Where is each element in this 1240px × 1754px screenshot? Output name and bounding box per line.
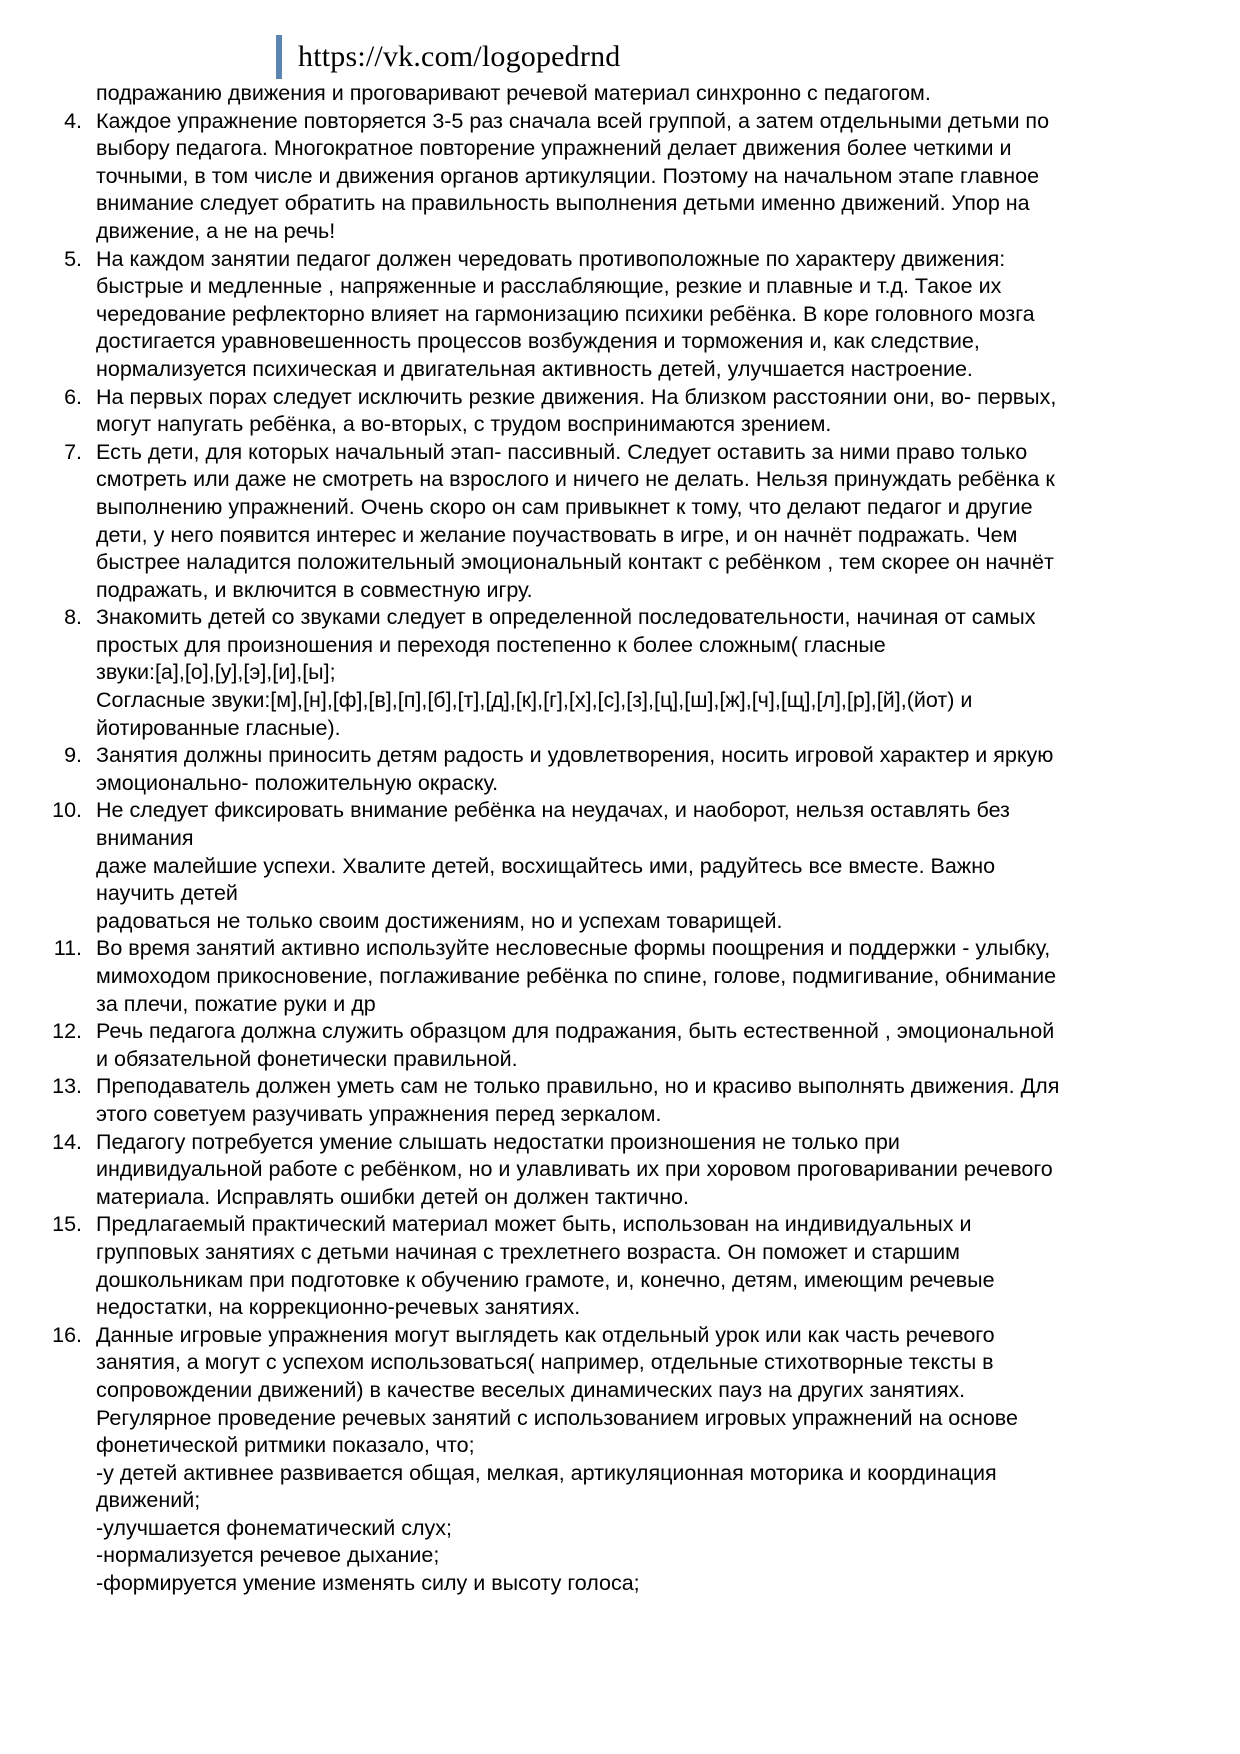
list-item-line: радоваться не только своим достижениям, но и успехам товарищей. (96, 908, 783, 933)
list-item-text (96, 935, 1196, 1018)
list-item-number: 12. (52, 1019, 82, 1044)
list-item-number: 13. (52, 1074, 82, 1099)
list-item-line: смотреть или даже не смотреть на взрослого и ничего не делать. Нельзя принуждать ребёнка к (96, 467, 1055, 492)
list-item-text (96, 1129, 1196, 1212)
list-item-line: простых для произношения и переходя постепенно к более сложным( гласные (96, 632, 886, 657)
list-item-line: групповых занятиях с детьми начиная с трехлетнего возраста. Он поможет и старшим (96, 1239, 960, 1264)
list-item-text (96, 604, 1196, 742)
list-item-line: На первых порах следует исключить резкие движения. На близком расстоянии они, во- первых, (96, 384, 1057, 409)
list-item-text (96, 797, 1196, 935)
list-item (40, 384, 1196, 439)
list-item-text (96, 742, 1196, 797)
list-item-line: движений; (96, 1488, 201, 1513)
list-item-line: движение, а не на речь! (96, 218, 336, 243)
header-accent-bar (276, 35, 282, 79)
list-item-line: Занятия должны приносить детям радость и удовлетворения, носить игровой характер и яркую (96, 743, 1054, 768)
list-item (40, 1129, 1196, 1212)
list-item-line: быстрые и медленные , напряженные и расслабляющие, резкие и плавные и т.д. Такое их (96, 274, 1002, 299)
list-item-line: эмоционально- положительную окраску. (96, 770, 499, 795)
list-item (40, 1322, 1196, 1598)
list-item-line: материала. Исправлять ошибки детей он должен тактично. (96, 1184, 689, 1209)
list-item-line: Регулярное проведение речевых занятий с использованием игровых упражнений на основе (96, 1405, 1018, 1430)
list-item (40, 1073, 1196, 1128)
list-item-line: недостатки, на коррекционно-речевых занятиях. (96, 1295, 581, 1320)
list-item-line: выполнению упражнений. Очень скоро он сам привыкнет к тому, что делают педагог и другие (96, 494, 1033, 519)
list-item-line: чередование рефлекторно влияет на гармонизацию психики ребёнка. В коре головного мозга (96, 301, 1035, 326)
list-item-line: дошкольникам при подготовке к обучению грамоте, и, конечно, детям, имеющим речевые (96, 1267, 995, 1292)
list-item-line: точными, в том числе и движения органов артикуляции. Поэтому на начальном этапе главное (96, 163, 1040, 188)
list-item (40, 1018, 1196, 1073)
list-item-line: Данные игровые упражнения могут выглядеть как отдельный урок или как часть речевого (96, 1322, 995, 1347)
list-item-text (96, 1018, 1196, 1073)
list-item-line: Во время занятий активно используйте несловесные формы поощрения и поддержки - улыбку, (96, 936, 1051, 961)
list-item (40, 935, 1196, 1018)
list-item-line: -формируется умение изменять силу и высоту голоса; (96, 1571, 640, 1596)
list-item (40, 604, 1196, 742)
list-item-line: Есть дети, для которых начальный этап- пассивный. Следует оставить за ними право только (96, 439, 1028, 464)
list-item (40, 108, 1196, 246)
list-item-line: могут напугать ребёнка, а во-вторых, с трудом воспринимаются зрением. (96, 412, 832, 437)
list-item (40, 797, 1196, 935)
lead-paragraph: подражанию движения и проговаривают речевой материал синхронно с педагогом. (96, 81, 931, 105)
numbered-list (40, 108, 1196, 1598)
document-body (0, 80, 1240, 1598)
list-item-line: индивидуальной работе с ребёнком, но и улавливать их при хоровом проговаривании речевого (96, 1157, 1053, 1182)
list-item-line: -у детей активнее развивается общая, мелкая, артикуляционная моторика и координация (96, 1460, 997, 1485)
list-item-number: 8. (64, 605, 82, 630)
list-item (40, 246, 1196, 384)
list-item-line: подражать, и включится в совместную игру. (96, 577, 533, 602)
list-item-line: и обязательной фонетически правильной. (96, 1046, 518, 1071)
list-item-line: На каждом занятии педагог должен чередовать противоположные по характеру движения: (96, 246, 1006, 271)
header-url-text: https://vk.com/logopedrnd (298, 40, 621, 73)
list-item-line: нормализуется психическая и двигательная активность детей, улучшается настроение. (96, 356, 973, 381)
list-item-line: дети, у него появится интерес и желание поучаствовать в игре, и он начнёт подражать. Чем (96, 522, 1018, 547)
list-item-line: за плечи, пожатие руки и др (96, 991, 376, 1016)
list-item (40, 742, 1196, 797)
list-item-line: достигается уравновешенность процессов возбуждения и торможения и, как следствие, (96, 329, 980, 354)
list-item-line: йотированные гласные). (96, 715, 341, 740)
list-item-text (96, 1073, 1196, 1128)
list-item-line: Предлагаемый практический материал может быть, использован на индивидуальных и (96, 1212, 972, 1237)
list-item-line: -улучшается фонематический слух; (96, 1515, 453, 1540)
list-item-line: сопровождении движений) в качестве веселых динамических пауз на других занятиях. (96, 1377, 966, 1402)
list-item-line: Преподаватель должен уметь сам не только правильно, но и красиво выполнять движения. Для (96, 1074, 1060, 1099)
list-item-line: даже малейшие успехи. Хвалите детей, восхищайтесь ими, радуйтесь все вместе. Важно (96, 853, 996, 878)
list-item-line: мимоходом прикосновение, поглаживание ребёнка по спине, голове, подмигивание, обнимание (96, 964, 1057, 988)
list-item-line: звуки:[а],[о],[у],[э],[и],[ы]; (96, 660, 336, 685)
list-item-line: выбору педагога. Многократное повторение упражнений делает движения более четкими и (96, 136, 1012, 161)
list-item-text (96, 384, 1196, 439)
list-item-line: этого советуем разучивать упражнения перед зеркалом. (96, 1101, 662, 1126)
list-item-number: 15. (52, 1212, 82, 1237)
list-item-line: фонетической ритмики показало, что; (96, 1433, 475, 1458)
list-item-number: 7. (64, 439, 82, 464)
list-item-number: 10. (52, 798, 82, 823)
list-item-line: Согласные звуки:[м],[н],[ф],[в],[п],[б],[т],[д],[к],[г],[х],[с],[з],[ц],[ш],[ж],[ч],[щ],[л],[р],[й],(йот) и (96, 688, 973, 713)
list-item-number: 16. (52, 1322, 82, 1347)
list-item (40, 439, 1196, 605)
list-item-number: 4. (64, 108, 82, 133)
list-item-text (96, 439, 1196, 605)
list-item-number: 14. (52, 1129, 82, 1154)
list-item-text (96, 1322, 1196, 1598)
list-item-number: 6. (64, 384, 82, 409)
list-item-line: быстрее наладится положительный эмоциональный контакт с ребёнком , тем скорее он начнёт (96, 550, 1054, 575)
list-item-line: Каждое упражнение повторяется 3-5 раз сначала всей группой, а затем отдельными детьми по (96, 108, 1050, 133)
list-item-line: Педагогу потребуется умение слышать недостатки произношения не только при (96, 1129, 900, 1154)
list-item (40, 1211, 1196, 1321)
list-item-line: Не следует фиксировать внимание ребёнка на неудачах, и наоборот, нельзя оставлять без (96, 798, 1010, 823)
list-item-number: 5. (64, 246, 82, 271)
list-item-text (96, 246, 1196, 384)
list-item-text (96, 1211, 1196, 1321)
list-item-text (96, 108, 1196, 246)
list-item-line: внимание следует обратить на правильность выполнения детьми именно движений. Упор на (96, 191, 1030, 216)
list-item-line: -нормализуется речевое дыхание; (96, 1543, 440, 1568)
page-header (0, 0, 1240, 73)
list-item-line: Знакомить детей со звуками следует в определенной последовательности, начиная от самых (96, 605, 1036, 630)
list-item-number: 9. (64, 743, 82, 768)
list-item-line: занятия, а могут с успехом использоваться( например, отдельные стихотворные тексты в (96, 1350, 994, 1375)
list-item-line: научить детей (96, 881, 238, 906)
list-item-number: 11. (53, 936, 82, 961)
list-item-line: Речь педагога должна служить образцом для подражания, быть естественной , эмоциональной (96, 1019, 1055, 1044)
list-item-line: внимания (96, 826, 194, 851)
